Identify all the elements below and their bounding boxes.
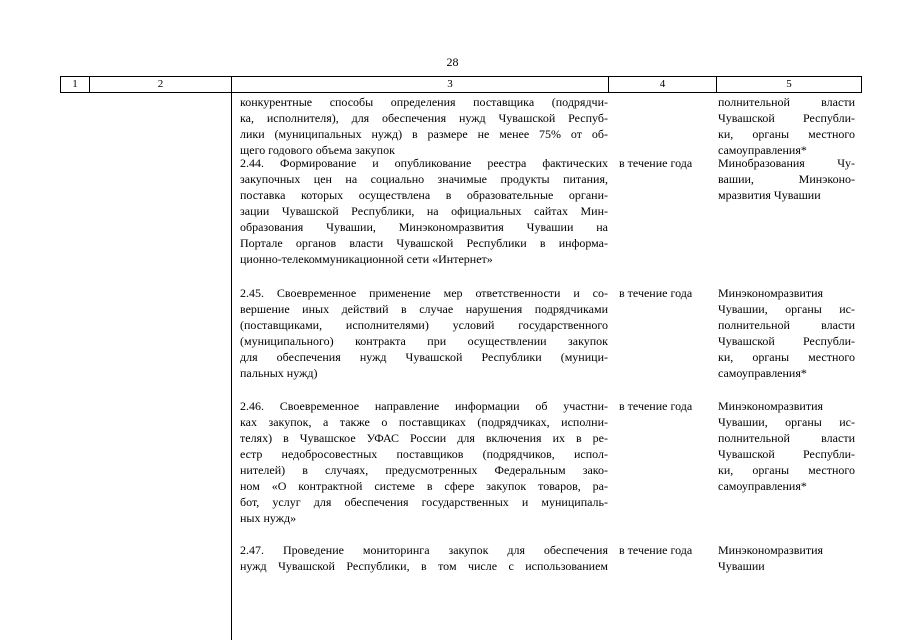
table-row-period: в течение года <box>619 286 693 300</box>
table-row-responsible: Минэкономразвития Чувашии <box>718 543 824 573</box>
table-row-period: в течение года <box>619 399 693 413</box>
table-row-period: в течение года <box>619 156 693 170</box>
table-header-row <box>60 76 862 93</box>
column-header-5: 5 <box>716 77 862 92</box>
column-header-3: 3 <box>231 77 668 92</box>
column-header-4: 4 <box>608 77 716 92</box>
table-row-text: 2.45. Своевременное применение мер ответственности и со- вершение иных действий в случае нарушения подрядчиками (поставщиками, исполнителями) условий государственного (муниципального) контракта при осуществлении закупок для обеспечения нужд Чувашской Республики (муници- пальных нужд) <box>240 286 608 380</box>
table-row-text: 2.47. Проведение мониторинга закупок для обеспечения нужд Чувашской Республики, в том числе с использованием <box>240 543 608 573</box>
table-row-text: 2.44. Формирование и опубликование реестра фактических закупочных цен на социально значимые продукты питания, поставка которых осуществлена в образовательные органи- зации Чувашской Республики, на официальных сайтах Мин- образования Чувашии, Минэкономразвития Чувашии на Портале органов власти Чувашской Республики в информа- ционно-телекоммуникационной сети «Интернет» <box>240 156 608 266</box>
table-row-text: конкурентные способы определения поставщика (подрядчи- ка, исполнителя), для обеспечения нужд Чувашской Респуб- лики (муниципальных нужд) в размере не менее 75% от об- щего годового объема закупок <box>240 95 608 157</box>
page-number: 28 <box>446 55 459 69</box>
table-row-responsible: полнительной власти Чувашской Республи- ки, органы местного самоуправления* <box>718 95 855 157</box>
column-divider <box>231 91 232 640</box>
table-row-period: в течение года <box>619 543 693 557</box>
table-row-responsible: Минэкономразвития Чувашии, органы ис- полнительной власти Чувашской Республи- ки, органы местного самоуправления* <box>718 399 855 493</box>
column-header-2: 2 <box>89 77 231 92</box>
table-row-text: 2.46. Своевременное направление информации об участни- ках закупок, а также о поставщиках (подрядчиках, исполни- телях) в Чувашское УФАС России для включения их в ре- естр недобросовестных поставщиков (подрядчиков, испол- нителей) в случаях, предусмотренных Федеральным зако- ном «О контрактной системе в сфере закупок товаров, ра- бот, услуг для обеспечения государственных и муниципаль- ных нужд» <box>240 399 608 525</box>
column-header-1: 1 <box>60 77 89 92</box>
table-row-responsible: Минэкономразвития Чувашии, органы ис- полнительной власти Чувашской Республи- ки, органы местного самоуправления* <box>718 286 855 380</box>
table-row-responsible: Минобразования Чу- вашии, Минэконо- мразвития Чувашии <box>718 156 855 202</box>
